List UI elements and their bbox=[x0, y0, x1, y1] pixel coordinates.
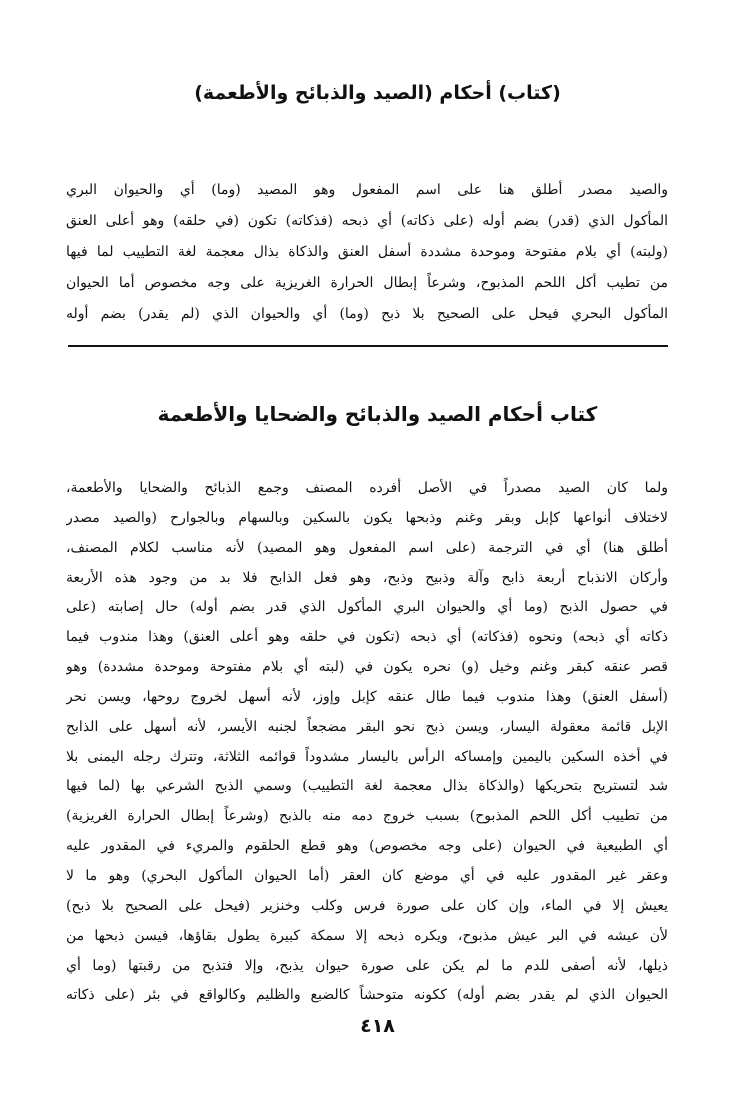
text-line: من تطيب أكل اللحم المذبوح، وشرعاً إبطال الحرارة الغريزية على وجه مخصوص أما الحيوان bbox=[66, 275, 668, 291]
section-divider bbox=[68, 345, 668, 347]
main-section-text bbox=[66, 474, 668, 1011]
text-line: الإبل قائمة معقولة اليسار، ويسن ذبح نحو البقر مضجعاً لجنبه الأيسر، لأنه أسهل على الذابح bbox=[66, 718, 668, 735]
text-line: ذيلها، لأنه أصفى للدم ما لم يكن على صورة حيوان يذبح، وإلا فتذبح من رقبتها (وما أي bbox=[66, 957, 668, 974]
text-line: وأركان الانذباح أربعة ذابح وآلة وذبيح وذبح، وهو فعل الذابح فلا بد من وجود هذه الأربعة bbox=[66, 569, 668, 586]
page-number: ٤١٨ bbox=[360, 1015, 395, 1037]
text-line: المأكول البحري فيحل على الصحيح بلا ذبح (وما) أي والحيوان الذي (لم يقدر) بضم أوله bbox=[66, 306, 668, 322]
text-line: يعيش إلا في الماء، وإن كان على صورة فرس وكلب وخنزير (فيحل على الصحيح بلا ذبح) bbox=[66, 897, 668, 914]
text-line: والصيد مصدر أطلق هنا على اسم المفعول وهو المصيد (وما) أي والحيوان البري bbox=[66, 182, 668, 198]
text-line: ولما كان الصيد مصدراً في الأصل أفرده المصنف وجمع الذبائح والضحايا والأطعمة، bbox=[66, 480, 668, 496]
top-section-title: (كتاب) أحكام (الصيد والذبائح والأطعمة) bbox=[194, 82, 561, 104]
text-line: من تطييب أكل اللحم المذبوح) بسبب خروج دمه منه بالذبح (وشرعاً إبطال الحرارة الغريزية) bbox=[66, 808, 668, 825]
main-section-title: كتاب أحكام الصيد والذبائح والضحايا والأطعمة bbox=[157, 402, 598, 426]
text-line: وعقر غير المقدور عليه في أي موضع كان العقر (أما الحيوان المأكول البحري) وهو ما لا bbox=[66, 867, 668, 884]
top-section-text bbox=[66, 175, 668, 330]
text-line: في حصول الذبح (وما أي والحيوان البري المأكول الذي قدر بضم أوله) حال إصابته (على bbox=[66, 599, 668, 616]
text-line: لأن عيشه في البر عيش مذبوح، ويكره ذبحه إلا سمكة كبيرة يطول بقاؤها، فيسن ذبحها من bbox=[66, 927, 668, 944]
text-line: (ولبته) أي بلام مفتوحة وموحدة مشددة أسفل العنق والذكاة بذال معجمة لغة التطييب لما فيها bbox=[66, 244, 668, 260]
text-line: شد لتستريح بتحريكها (والذكاة بذال معجمة لغة التطييب) وسمي الذبح الشرعي بها (لما فيها bbox=[66, 778, 668, 795]
text-line: الحيوان الذي لم يقدر بضم أوله) ككونه متوحشاً كالضبع والظليم وكالواقع في بئر (على ذكاته bbox=[66, 987, 668, 1004]
text-line: (أسفل العنق) وهذا مندوب فيما طال عنقه كإبل وإوز، لأنه أسهل لخروج روحها، ويسن نحر bbox=[66, 688, 668, 705]
text-line: المأكول الذي (قدر) بضم أوله (على ذكاته) أي ذبحه (فذكاته) تكون (في حلقه) وهو أعلى العنق bbox=[66, 213, 668, 229]
text-line: لاختلاف أنواعها كإبل وبقر وغنم وذبحها يكون بالسكين وبالسهام وبالجوارح (والصيد مصدر bbox=[66, 509, 668, 526]
text-line: ذكاته أي ذبحه) ونحوه (فذكاته) أي ذبحه (تكون في حلقه وهو أعلى العنق) وهذا مندوب فيما bbox=[66, 629, 668, 646]
text-line: أي الطبيعية في الحيوان (على وجه مخصوص) وهو قطع الحلقوم والمريء في المقدور عليه bbox=[66, 838, 668, 855]
text-line: أطلق هنا) أي في الترجمة (على اسم المفعول وهو المصيد) لأنه مناسب لكلام المصنف، bbox=[66, 539, 668, 556]
text-line: قصر عنقه كبقر وغنم وخيل (و) نحره يكون في (لبته أي بلام مفتوحة وموحدة مشددة) وهو bbox=[66, 659, 668, 676]
text-line: في أخذه السكين باليمين وإمساكه الرأس باليسار مشدوداً قوائمه الثلاثة، وتترك رجله اليمنى بلا bbox=[66, 748, 668, 765]
